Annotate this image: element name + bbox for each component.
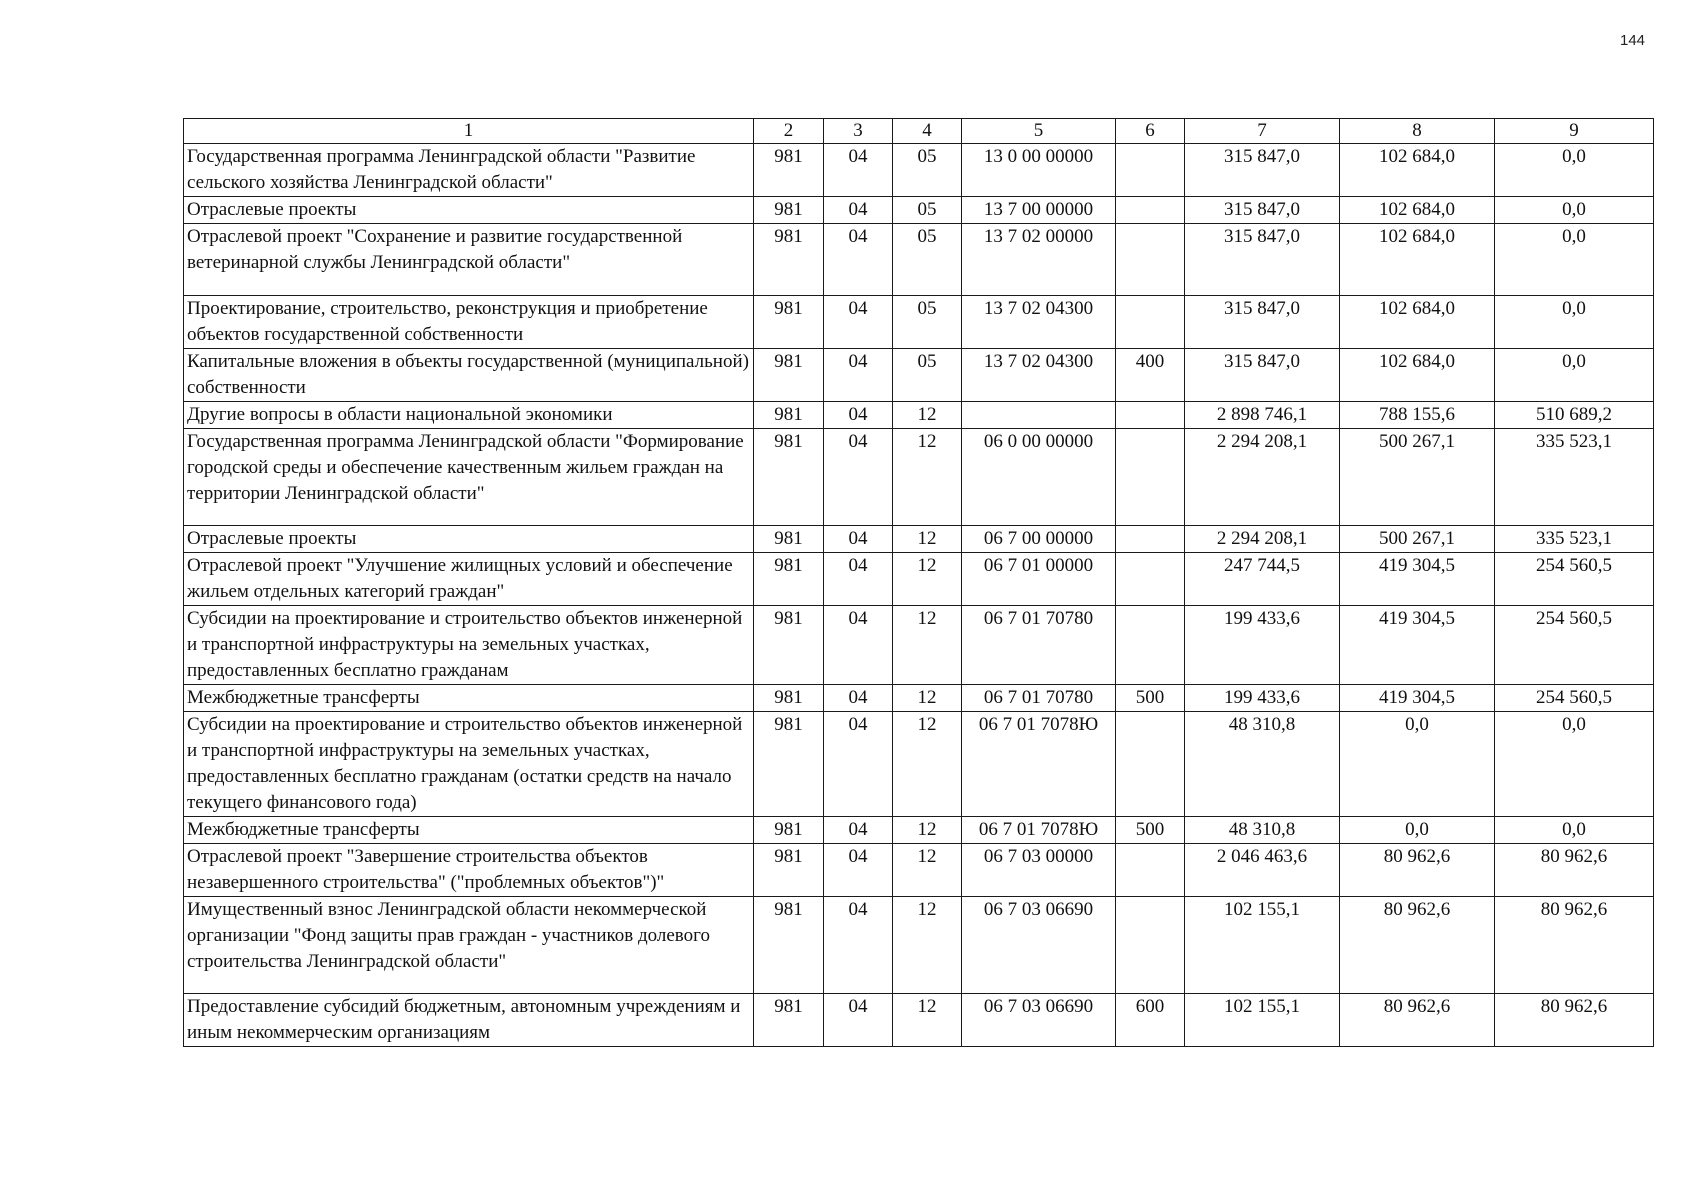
subsection-cell: 12 — [893, 712, 962, 817]
amount-col7-cell: 48 310,8 — [1185, 712, 1340, 817]
subsection-cell: 12 — [893, 994, 962, 1047]
table-row — [184, 553, 1654, 606]
amount-col9-cell: 80 962,6 — [1495, 844, 1654, 897]
ministry-code-cell: 981 — [754, 685, 824, 712]
amount-col7-cell: 2 294 208,1 — [1185, 429, 1340, 526]
section-cell: 04 — [824, 994, 893, 1047]
ministry-code-cell: 981 — [754, 402, 824, 429]
subsection-cell: 05 — [893, 224, 962, 296]
budget-table — [183, 118, 1654, 1047]
section-cell: 04 — [824, 685, 893, 712]
table-row — [184, 224, 1654, 296]
expense-type-cell — [1116, 606, 1185, 685]
section-cell: 04 — [824, 349, 893, 402]
subsection-cell: 05 — [893, 349, 962, 402]
item-name-cell: Предоставление субсидий бюджетным, автономным учреждениям и иным некоммерческим организациям — [184, 994, 754, 1047]
section-cell: 04 — [824, 224, 893, 296]
amount-col7-cell: 2 046 463,6 — [1185, 844, 1340, 897]
expense-type-cell — [1116, 553, 1185, 606]
amount-col9-cell: 0,0 — [1495, 712, 1654, 817]
amount-col7-cell: 102 155,1 — [1185, 897, 1340, 994]
amount-col8-cell: 80 962,6 — [1340, 897, 1495, 994]
table-row — [184, 844, 1654, 897]
item-name-cell: Отраслевые проекты — [184, 526, 754, 553]
item-name-cell: Государственная программа Ленинградской области "Формирование городской среды и обеспечение качественным жильем граждан на территории Ленинградской области" — [184, 429, 754, 526]
expense-type-cell: 500 — [1116, 817, 1185, 844]
expense-type-cell — [1116, 144, 1185, 197]
page-number: 144 — [1620, 32, 1646, 49]
target-article-cell: 06 7 01 7078Ю — [962, 817, 1116, 844]
table-row — [184, 402, 1654, 429]
item-name-cell: Проектирование, строительство, реконструкция и приобретение объектов государственной собственности — [184, 296, 754, 349]
column-header: 9 — [1495, 119, 1654, 144]
item-name-cell: Субсидии на проектирование и строительство объектов инженерной и транспортной инфраструктуры на земельных участках, предоставленных бесплатно гражданам (остатки средств на начало текущего финансового года) — [184, 712, 754, 817]
section-cell: 04 — [824, 897, 893, 994]
table-row — [184, 526, 1654, 553]
amount-col9-cell: 0,0 — [1495, 349, 1654, 402]
amount-col8-cell: 500 267,1 — [1340, 429, 1495, 526]
amount-col8-cell: 788 155,6 — [1340, 402, 1495, 429]
amount-col8-cell: 0,0 — [1340, 712, 1495, 817]
amount-col8-cell: 500 267,1 — [1340, 526, 1495, 553]
amount-col7-cell: 199 433,6 — [1185, 606, 1340, 685]
amount-col8-cell: 102 684,0 — [1340, 349, 1495, 402]
column-header: 6 — [1116, 119, 1185, 144]
item-name-cell: Отраслевой проект "Улучшение жилищных условий и обеспечение жильем отдельных категорий граждан" — [184, 553, 754, 606]
item-name-cell: Государственная программа Ленинградской области "Развитие сельского хозяйства Ленинградской области" — [184, 144, 754, 197]
column-header: 8 — [1340, 119, 1495, 144]
target-article-cell: 13 7 00 00000 — [962, 197, 1116, 224]
item-name-cell: Капитальные вложения в объекты государственной (муниципальной) собственности — [184, 349, 754, 402]
target-article-cell: 06 0 00 00000 — [962, 429, 1116, 526]
target-article-cell: 06 7 03 06690 — [962, 994, 1116, 1047]
section-cell: 04 — [824, 817, 893, 844]
expense-type-cell: 600 — [1116, 994, 1185, 1047]
target-article-cell: 06 7 01 7078Ю — [962, 712, 1116, 817]
table-row — [184, 349, 1654, 402]
amount-col8-cell: 102 684,0 — [1340, 296, 1495, 349]
section-cell: 04 — [824, 429, 893, 526]
column-header: 1 — [184, 119, 754, 144]
target-article-cell: 06 7 01 70780 — [962, 685, 1116, 712]
expense-type-cell: 500 — [1116, 685, 1185, 712]
amount-col7-cell: 2 294 208,1 — [1185, 526, 1340, 553]
target-article-cell: 06 7 01 00000 — [962, 553, 1116, 606]
table-row — [184, 197, 1654, 224]
ministry-code-cell: 981 — [754, 606, 824, 685]
subsection-cell: 12 — [893, 429, 962, 526]
subsection-cell: 12 — [893, 553, 962, 606]
amount-col9-cell: 335 523,1 — [1495, 526, 1654, 553]
column-header: 4 — [893, 119, 962, 144]
target-article-cell: 13 7 02 04300 — [962, 296, 1116, 349]
section-cell: 04 — [824, 296, 893, 349]
target-article-cell: 13 0 00 00000 — [962, 144, 1116, 197]
section-cell: 04 — [824, 144, 893, 197]
amount-col9-cell: 0,0 — [1495, 224, 1654, 296]
expense-type-cell — [1116, 897, 1185, 994]
target-article-cell: 06 7 03 06690 — [962, 897, 1116, 994]
ministry-code-cell: 981 — [754, 844, 824, 897]
table-row — [184, 685, 1654, 712]
table-row — [184, 606, 1654, 685]
expense-type-cell — [1116, 197, 1185, 224]
table-row — [184, 296, 1654, 349]
target-article-cell: 06 7 00 00000 — [962, 526, 1116, 553]
item-name-cell: Имущественный взнос Ленинградской области некоммерческой организации "Фонд защиты прав граждан - участников долевого строительства Ленинградской области" — [184, 897, 754, 994]
subsection-cell: 12 — [893, 526, 962, 553]
ministry-code-cell: 981 — [754, 994, 824, 1047]
item-name-cell: Отраслевой проект "Завершение строительства объектов незавершенного строительства" ("проблемных объектов")" — [184, 844, 754, 897]
expense-type-cell — [1116, 712, 1185, 817]
section-cell: 04 — [824, 197, 893, 224]
subsection-cell: 05 — [893, 144, 962, 197]
amount-col7-cell: 2 898 746,1 — [1185, 402, 1340, 429]
table-row — [184, 897, 1654, 994]
ministry-code-cell: 981 — [754, 526, 824, 553]
amount-col8-cell: 102 684,0 — [1340, 224, 1495, 296]
target-article-cell: 13 7 02 04300 — [962, 349, 1116, 402]
ministry-code-cell: 981 — [754, 296, 824, 349]
subsection-cell: 12 — [893, 685, 962, 712]
item-name-cell: Межбюджетные трансферты — [184, 685, 754, 712]
amount-col7-cell: 315 847,0 — [1185, 296, 1340, 349]
subsection-cell: 12 — [893, 897, 962, 994]
table-header — [184, 119, 1654, 144]
ministry-code-cell: 981 — [754, 349, 824, 402]
expense-type-cell — [1116, 526, 1185, 553]
table-body — [184, 144, 1654, 1047]
amount-col7-cell: 315 847,0 — [1185, 197, 1340, 224]
amount-col7-cell: 48 310,8 — [1185, 817, 1340, 844]
amount-col8-cell: 80 962,6 — [1340, 994, 1495, 1047]
table-row — [184, 144, 1654, 197]
subsection-cell: 12 — [893, 844, 962, 897]
amount-col7-cell: 315 847,0 — [1185, 349, 1340, 402]
item-name-cell: Другие вопросы в области национальной экономики — [184, 402, 754, 429]
column-header: 5 — [962, 119, 1116, 144]
target-article-cell: 06 7 01 70780 — [962, 606, 1116, 685]
table-row — [184, 712, 1654, 817]
item-name-cell: Отраслевой проект "Сохранение и развитие государственной ветеринарной службы Ленинградской области" — [184, 224, 754, 296]
section-cell: 04 — [824, 402, 893, 429]
amount-col7-cell: 247 744,5 — [1185, 553, 1340, 606]
ministry-code-cell: 981 — [754, 197, 824, 224]
section-cell: 04 — [824, 553, 893, 606]
expense-type-cell: 400 — [1116, 349, 1185, 402]
subsection-cell: 12 — [893, 606, 962, 685]
expense-type-cell — [1116, 224, 1185, 296]
amount-col9-cell: 0,0 — [1495, 144, 1654, 197]
amount-col7-cell: 199 433,6 — [1185, 685, 1340, 712]
column-header: 7 — [1185, 119, 1340, 144]
section-cell: 04 — [824, 712, 893, 817]
ministry-code-cell: 981 — [754, 553, 824, 606]
table-row — [184, 994, 1654, 1047]
amount-col7-cell: 315 847,0 — [1185, 144, 1340, 197]
amount-col9-cell: 80 962,6 — [1495, 994, 1654, 1047]
subsection-cell: 05 — [893, 296, 962, 349]
column-numbers-row — [184, 119, 1654, 144]
item-name-cell: Отраслевые проекты — [184, 197, 754, 224]
subsection-cell: 12 — [893, 402, 962, 429]
item-name-cell: Субсидии на проектирование и строительство объектов инженерной и транспортной инфраструктуры на земельных участках, предоставленных бесплатно гражданам — [184, 606, 754, 685]
expense-type-cell — [1116, 296, 1185, 349]
amount-col9-cell: 0,0 — [1495, 197, 1654, 224]
ministry-code-cell: 981 — [754, 897, 824, 994]
amount-col8-cell: 419 304,5 — [1340, 685, 1495, 712]
amount-col8-cell: 102 684,0 — [1340, 144, 1495, 197]
amount-col8-cell: 419 304,5 — [1340, 553, 1495, 606]
ministry-code-cell: 981 — [754, 144, 824, 197]
subsection-cell: 12 — [893, 817, 962, 844]
amount-col9-cell: 254 560,5 — [1495, 606, 1654, 685]
section-cell: 04 — [824, 526, 893, 553]
amount-col9-cell: 510 689,2 — [1495, 402, 1654, 429]
amount-col7-cell: 102 155,1 — [1185, 994, 1340, 1047]
amount-col9-cell: 254 560,5 — [1495, 685, 1654, 712]
column-header: 2 — [754, 119, 824, 144]
amount-col9-cell: 254 560,5 — [1495, 553, 1654, 606]
amount-col8-cell: 102 684,0 — [1340, 197, 1495, 224]
amount-col8-cell: 80 962,6 — [1340, 844, 1495, 897]
amount-col9-cell: 80 962,6 — [1495, 897, 1654, 994]
ministry-code-cell: 981 — [754, 224, 824, 296]
subsection-cell: 05 — [893, 197, 962, 224]
table-row — [184, 817, 1654, 844]
amount-col9-cell: 0,0 — [1495, 817, 1654, 844]
expense-type-cell — [1116, 844, 1185, 897]
section-cell: 04 — [824, 606, 893, 685]
amount-col7-cell: 315 847,0 — [1185, 224, 1340, 296]
section-cell: 04 — [824, 844, 893, 897]
table-row — [184, 429, 1654, 526]
ministry-code-cell: 981 — [754, 817, 824, 844]
target-article-cell — [962, 402, 1116, 429]
amount-col8-cell: 419 304,5 — [1340, 606, 1495, 685]
expense-type-cell — [1116, 429, 1185, 526]
amount-col8-cell: 0,0 — [1340, 817, 1495, 844]
target-article-cell: 13 7 02 00000 — [962, 224, 1116, 296]
ministry-code-cell: 981 — [754, 429, 824, 526]
target-article-cell: 06 7 03 00000 — [962, 844, 1116, 897]
item-name-cell: Межбюджетные трансферты — [184, 817, 754, 844]
amount-col9-cell: 0,0 — [1495, 296, 1654, 349]
expense-type-cell — [1116, 402, 1185, 429]
amount-col9-cell: 335 523,1 — [1495, 429, 1654, 526]
ministry-code-cell: 981 — [754, 712, 824, 817]
column-header: 3 — [824, 119, 893, 144]
